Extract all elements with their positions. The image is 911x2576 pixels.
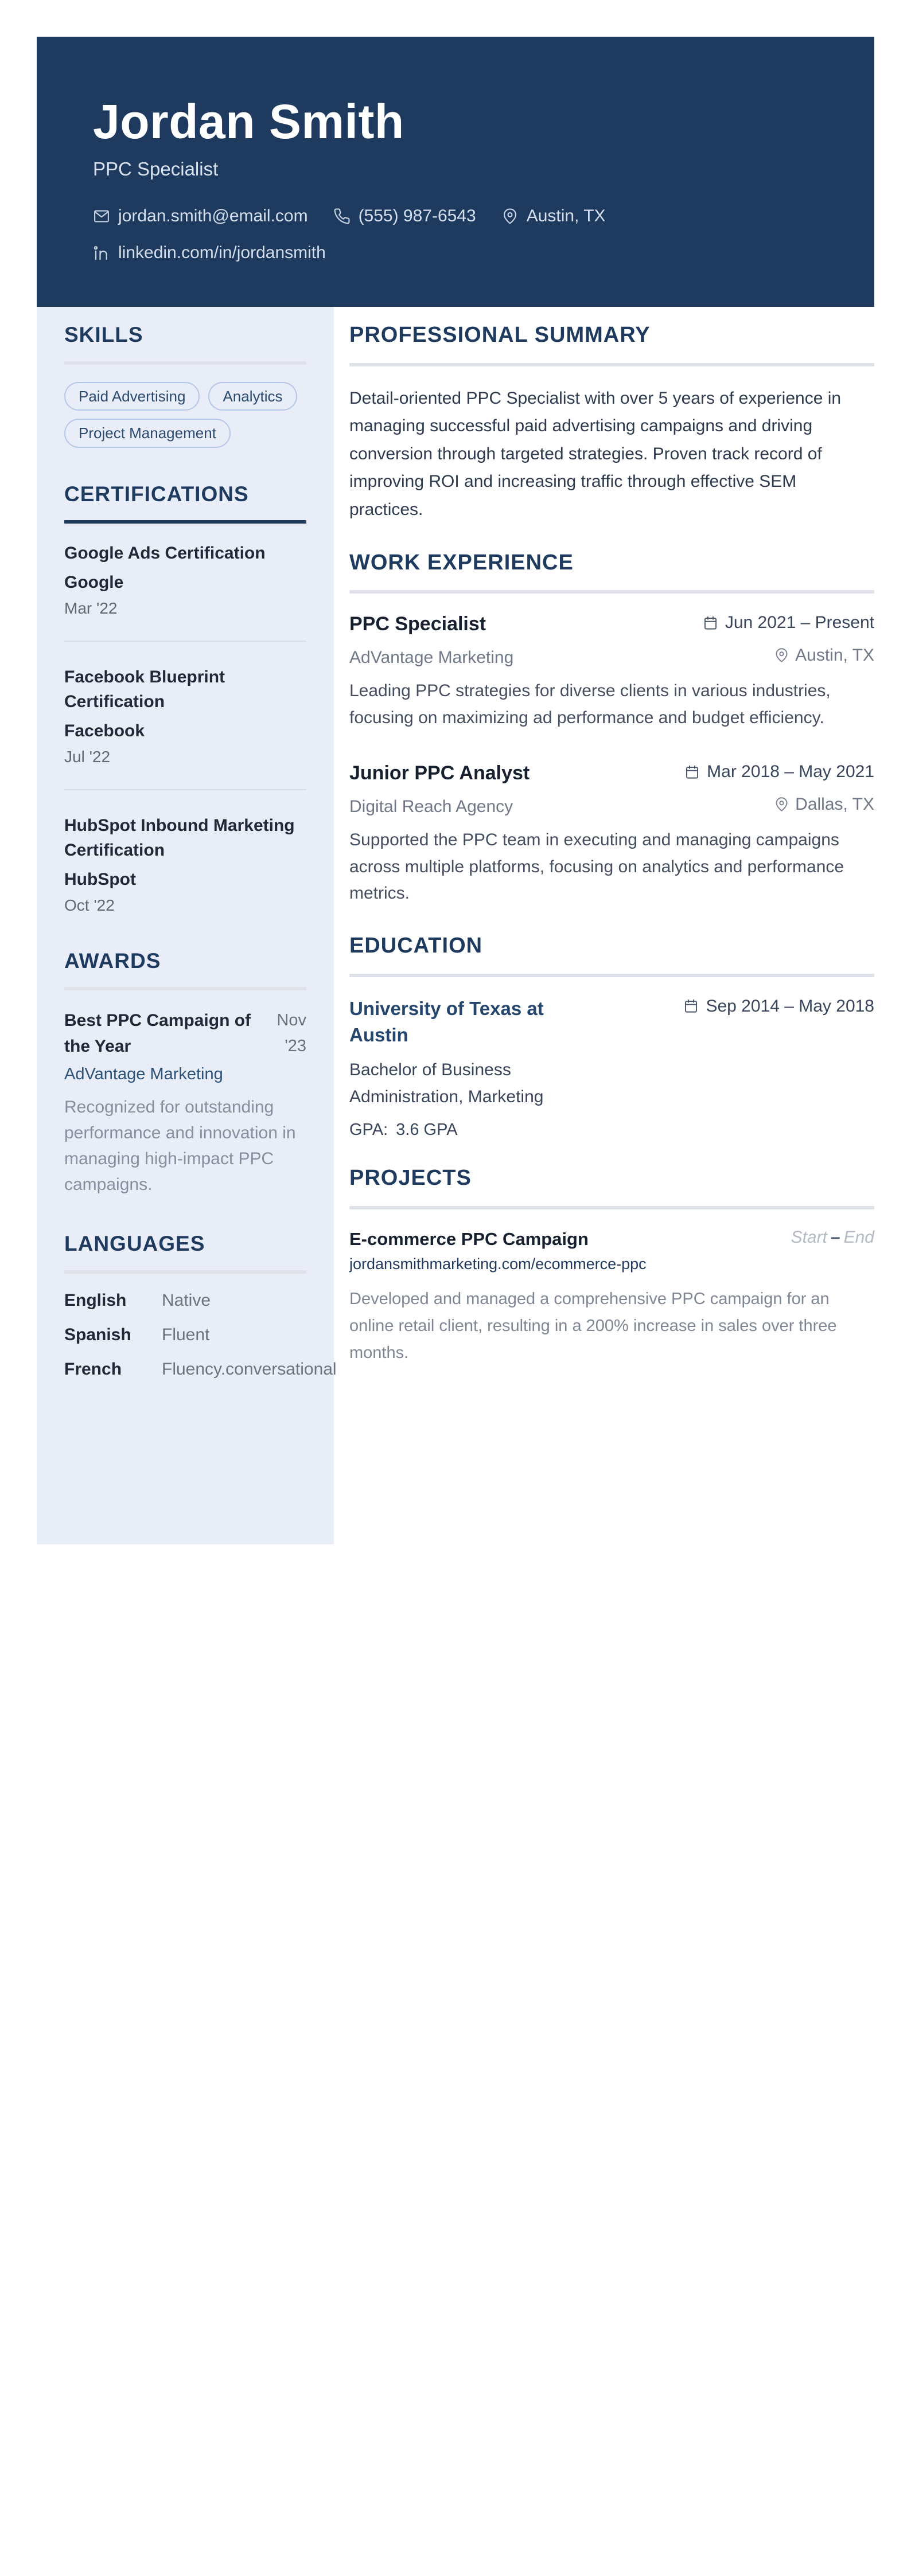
project-item <box>349 1228 874 1367</box>
awards-rule <box>64 987 306 990</box>
summary-heading: PROFESSIONAL SUMMARY <box>349 323 651 347</box>
skills-pill-list <box>64 382 306 448</box>
award-title: Best PPC Campaign of the Year <box>64 1011 251 1056</box>
contact-row-linkedin <box>93 243 840 263</box>
skills-section <box>64 323 306 448</box>
experience-heading: WORK EXPERIENCE <box>349 550 574 575</box>
header <box>37 37 874 307</box>
contact-email <box>93 206 308 226</box>
award-issuer: AdVantage Marketing <box>64 1065 223 1084</box>
project-title: E-commerce PPC Campaign <box>349 1228 589 1249</box>
content-columns <box>37 307 874 1544</box>
skill-pill: Analytics <box>208 382 297 411</box>
job-location-text: Austin, TX <box>795 645 874 665</box>
certification-title: Facebook Blueprint Certification <box>64 667 225 712</box>
certification-issuer: HubSpot <box>64 869 136 889</box>
awards-heading: AWARDS <box>64 949 161 973</box>
language-name: Spanish <box>64 1325 131 1344</box>
experience-item <box>349 612 874 731</box>
languages-rule <box>64 1270 306 1274</box>
job-company: Digital Reach Agency <box>349 797 513 817</box>
job-title: PPC Specialist <box>349 613 486 635</box>
contact-location-text: Austin, TX <box>526 206 606 225</box>
award-item <box>64 1008 306 1197</box>
main-column <box>349 307 874 1367</box>
calendar-icon <box>703 615 718 631</box>
job-location <box>774 646 874 665</box>
education-heading: EDUCATION <box>349 933 483 958</box>
certification-date: Mar '22 <box>64 599 118 617</box>
certification-item <box>64 541 306 618</box>
phone-icon <box>333 208 351 225</box>
projects-heading: PROJECTS <box>349 1166 472 1191</box>
gpa-line <box>349 1121 874 1139</box>
project-date-end: End <box>843 1227 874 1247</box>
job-date-text: Mar 2018 – May 2021 <box>707 762 874 782</box>
education-item <box>349 996 874 1140</box>
summary-section <box>349 323 874 524</box>
project-date-start: Start <box>791 1227 827 1247</box>
job-date <box>684 761 874 782</box>
award-head <box>64 1008 306 1059</box>
language-level: Fluency.conversational <box>162 1359 337 1379</box>
education-section <box>349 934 874 1139</box>
education-date <box>683 996 874 1016</box>
calendar-icon <box>684 764 700 780</box>
languages-heading: LANGUAGES <box>64 1232 205 1256</box>
projects-rule <box>349 1206 874 1209</box>
certification-date: Jul '22 <box>64 747 111 766</box>
certifications-heading: CERTIFICATIONS <box>64 482 249 506</box>
education-date-text: Sep 2014 – May 2018 <box>706 996 874 1016</box>
certification-item <box>64 665 306 766</box>
gpa-value: 3.6 GPA <box>396 1121 458 1139</box>
awards-section <box>64 949 306 1198</box>
gpa-label: GPA: <box>349 1121 388 1139</box>
language-row <box>64 1325 306 1345</box>
job-location-text: Dallas, TX <box>795 794 874 814</box>
job-location <box>774 795 874 814</box>
projects-section <box>349 1166 874 1367</box>
job-date-text: Jun 2021 – Present <box>725 613 874 633</box>
language-level: Fluent <box>162 1325 210 1344</box>
contact-phone <box>333 206 476 226</box>
mail-icon <box>93 208 110 225</box>
contact-linkedin-text: linkedin.com/in/jordansmith <box>118 243 326 262</box>
location-pin-icon <box>774 647 789 663</box>
linkedin-icon <box>93 244 110 261</box>
project-link[interactable]: jordansmithmarketing.com/ecommerce-ppc <box>349 1255 647 1273</box>
experience-item-head <box>349 612 874 637</box>
location-pin-icon <box>501 208 519 225</box>
languages-section <box>64 1232 337 1379</box>
certification-issuer: Google <box>64 572 124 592</box>
language-name: English <box>64 1290 127 1310</box>
award-description: Recognized for outstanding performance and innovation in managing high-impact PPC campaigns. <box>64 1098 296 1195</box>
contact-phone-text: (555) 987-6543 <box>358 206 476 225</box>
experience-item-sub <box>349 646 874 668</box>
language-level: Native <box>162 1290 211 1310</box>
job-description: Supported the PPC team in executing and managing campaigns across multiple platforms, focusing on analytics and performance metrics. <box>349 830 844 903</box>
experience-item-sub <box>349 795 874 817</box>
contact-email-text: jordan.smith@email.com <box>118 206 308 225</box>
person-job-title: PPC Specialist <box>93 158 219 179</box>
contact-linkedin <box>93 243 326 263</box>
job-title: Junior PPC Analyst <box>349 762 530 784</box>
skills-heading: SKILLS <box>64 323 143 346</box>
project-description: Developed and managed a comprehensive PPC campaign for an online retail client, resulting in a 200% increase in sales over three months. <box>349 1290 837 1363</box>
project-date-separator: – <box>830 1227 840 1247</box>
language-row <box>64 1359 337 1379</box>
certification-divider <box>64 789 306 790</box>
award-date: Nov '23 <box>277 1011 306 1056</box>
contact-location <box>501 206 606 226</box>
skills-rule <box>64 361 306 365</box>
experience-section <box>349 551 874 907</box>
certifications-rule <box>64 520 306 524</box>
project-item-head <box>349 1228 874 1251</box>
calendar-icon <box>683 998 699 1014</box>
job-description: Leading PPC strategies for diverse clients in various industries, focusing on maximizing ad performance and budget efficiency. <box>349 681 831 727</box>
education-item-head <box>349 996 874 1049</box>
education-rule <box>349 974 874 977</box>
contact-row <box>93 206 840 226</box>
certification-divider <box>64 641 306 642</box>
experience-item-head <box>349 761 874 786</box>
certification-title: Google Ads Certification <box>64 544 266 563</box>
certification-item <box>64 813 306 915</box>
project-date-range <box>791 1228 874 1247</box>
certification-issuer: Facebook <box>64 721 145 740</box>
location-pin-icon <box>774 797 789 812</box>
experience-rule <box>349 590 874 594</box>
job-date <box>703 612 874 633</box>
certification-date: Oct '22 <box>64 896 115 914</box>
summary-rule <box>349 363 874 366</box>
person-name: Jordan Smith <box>93 95 404 149</box>
language-name: French <box>64 1359 122 1379</box>
skill-pill: Project Management <box>64 419 231 448</box>
skill-pill: Paid Advertising <box>64 382 200 411</box>
summary-text: Detail-oriented PPC Specialist with over 5 years of experience in managing successful paid advertising campaigns and driving conversion through targeted strategies. Proven track record of improving ROI and increasing traffic through effective SEM practices. <box>349 388 842 520</box>
job-company: AdVantage Marketing <box>349 648 514 668</box>
experience-item <box>349 761 874 907</box>
certification-title: HubSpot Inbound Marketing Certification <box>64 815 295 860</box>
degree: Bachelor of Business Administration, Marketing <box>349 1060 544 1106</box>
sidebar <box>37 307 337 1544</box>
language-row <box>64 1291 306 1310</box>
certifications-section <box>64 482 306 915</box>
school-name: University of Texas at Austin <box>349 997 544 1046</box>
